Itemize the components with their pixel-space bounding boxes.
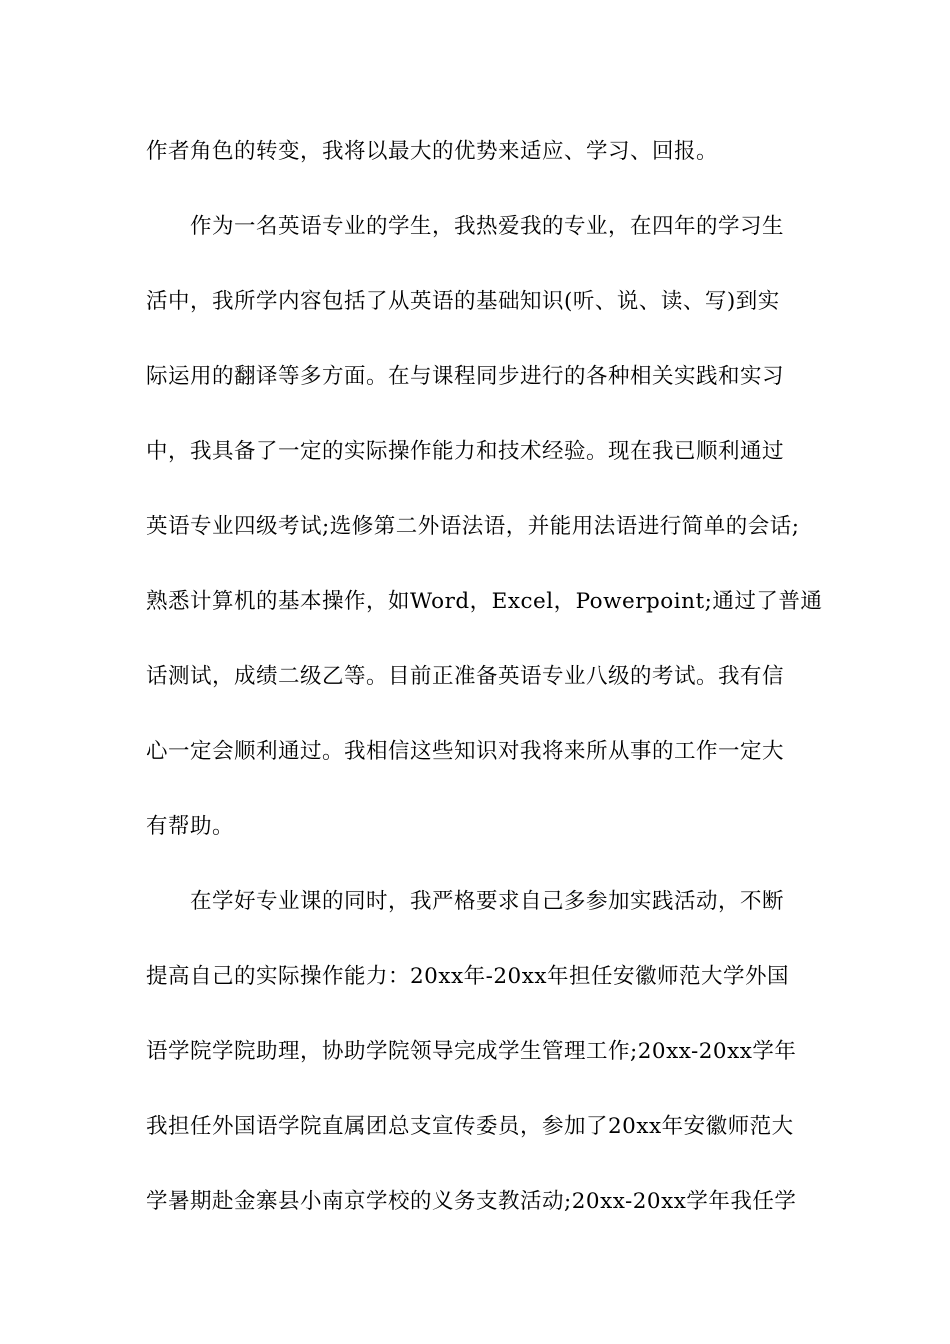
text-line: 作者角色的转变，我将以最大的优势来适应、学习、回报。 <box>146 139 719 164</box>
text-line: 我担任外国语学院直属团总支宣传委员，参加了20xx年安徽师范大 <box>146 1114 794 1139</box>
text-line: 心一定会顺利通过。我相信这些知识对我将来所从事的工作一定大 <box>146 739 785 764</box>
text-line: 活中，我所学内容包括了从英语的基础知识(听、说、读、写)到实 <box>146 289 780 314</box>
text-line: 有帮助。 <box>146 814 235 839</box>
text-line: 提高自己的实际操作能力：20xx年-20xx年担任安徽师范大学外国 <box>146 964 789 989</box>
text-line: 学暑期赴金寨县小南京学校的义务支教活动;20xx-20xx学年我任学 <box>146 1189 797 1214</box>
text-line: 话测试，成绩二级乙等。目前正准备英语专业八级的考试。我有信 <box>146 664 785 689</box>
text-line: 英语专业四级考试;选修第二外语法语，并能用法语进行简单的会话; <box>146 514 800 539</box>
text-line: 际运用的翻译等多方面。在与课程同步进行的各种相关实践和实习 <box>146 364 785 389</box>
paragraph-first-line: 在学好专业课的同时，我严格要求自己多参加实践活动，不断 <box>190 889 785 914</box>
text-line: 中，我具备了一定的实际操作能力和技术经验。现在我已顺利通过 <box>146 439 785 464</box>
document-body <box>146 125 826 1250</box>
paragraph-first-line: 作为一名英语专业的学生，我热爱我的专业，在四年的学习生 <box>190 214 785 239</box>
text-line: 熟悉计算机的基本操作，如Word，Excel，Powerpoint;通过了普通 <box>146 589 823 614</box>
text-line: 语学院学院助理，协助学院领导完成学生管理工作;20xx-20xx学年 <box>146 1039 797 1064</box>
